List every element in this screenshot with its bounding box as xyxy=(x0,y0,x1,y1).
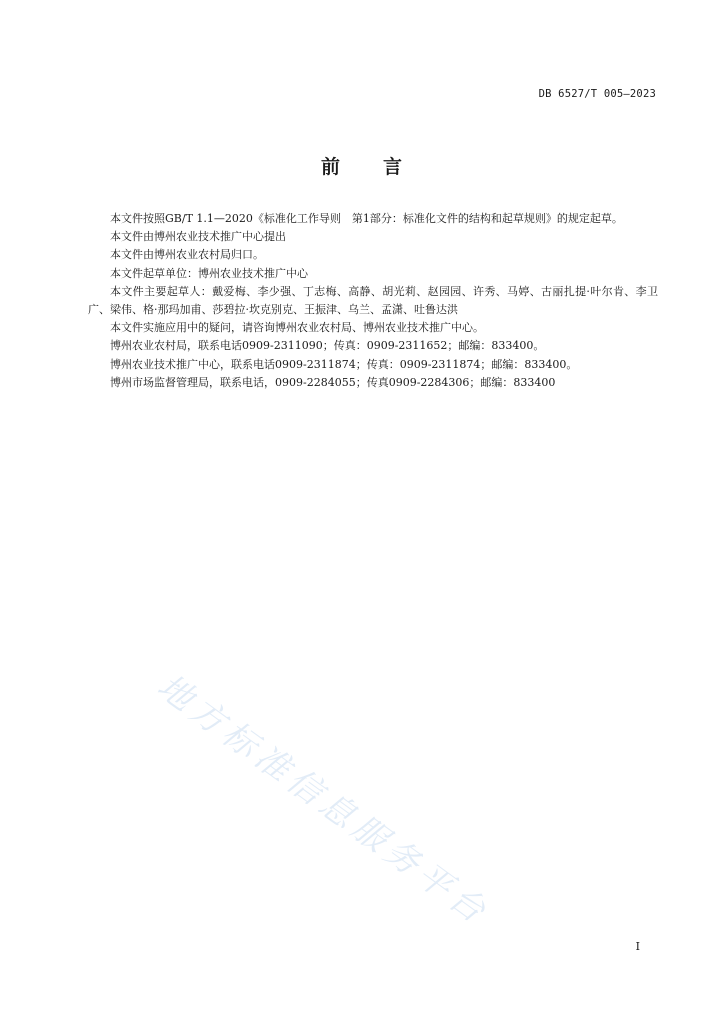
paragraph-drafters: 本文件主要起草人：戴爱梅、李少强、丁志梅、高静、胡光莉、赵园园、许秀、马婷、古丽扎提·叶尔肯、李卫广、梁伟、格·那玛加甫、莎碧拉·坎克别克、王振津、乌兰、孟潇、吐鲁达洪 xyxy=(88,284,658,317)
paragraph-contact-market-bureau: 博州市场监督管理局，联系电话，0909-2284055；传真0909-2284306；邮编：833400 xyxy=(110,375,556,389)
paragraph-inquiries: 本文件实施应用中的疑问，请咨询博州农业农村局、博州农业技术推广中心。 xyxy=(110,321,484,335)
watermark: 地方标准信息服务平台 xyxy=(149,666,497,934)
foreword-body xyxy=(88,210,658,392)
paragraph-contact-tech-center: 博州农业技术推广中心，联系电话0909-2311874；传真：0909-2311874；邮编：833400。 xyxy=(110,357,578,371)
page-title xyxy=(0,152,724,179)
title-char-1: 前 xyxy=(320,156,341,178)
paragraph-responsible-unit: 本文件由博州农业农村局归口。 xyxy=(110,248,264,262)
paragraph-drafting-unit: 本文件起草单位：博州农业技术推广中心 xyxy=(110,266,308,280)
document-code: DB 6527/T 005—2023 xyxy=(538,88,656,100)
paragraph-proposer: 本文件由博州农业技术推广中心提出 xyxy=(110,230,286,244)
paragraph-drafting-basis: 本文件按照GB/T 1.1—2020《标准化工作导则 第1部分：标准化文件的结构和起草规则》的规定起草。 xyxy=(110,212,623,225)
page-number: I xyxy=(635,940,640,953)
title-char-2: 言 xyxy=(383,156,404,178)
paragraph-contact-agriculture-bureau: 博州农业农村局，联系电话0909-2311090；传真：0909-2311652；邮编：833400。 xyxy=(110,339,545,353)
